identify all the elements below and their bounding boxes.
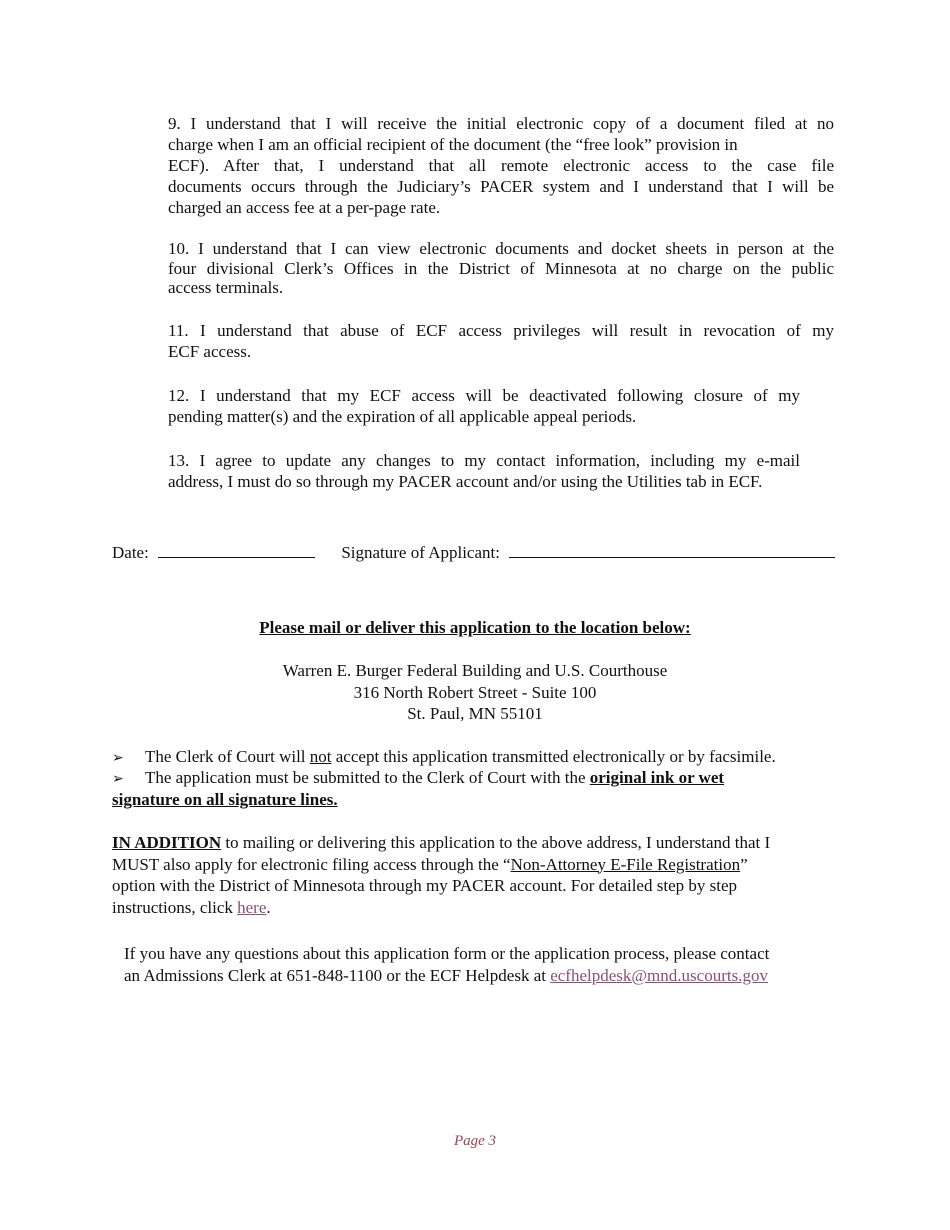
bullet-continuation xyxy=(112,789,338,811)
signature-label: Signature of Applicant: xyxy=(341,543,500,562)
arrow-bullet-icon: ➢ xyxy=(112,771,124,787)
instructions-link[interactable]: here xyxy=(237,897,267,917)
signature-field-line[interactable] xyxy=(509,556,835,558)
item-11 xyxy=(168,320,834,362)
mailing-heading: Please mail or deliver this application to the location below: xyxy=(259,618,691,637)
item-12 xyxy=(168,385,800,427)
arrow-bullet-icon: ➢ xyxy=(112,750,124,766)
page-number: Page 3 xyxy=(453,1133,497,1149)
bullet-item xyxy=(112,746,776,770)
address-line: St. Paul, MN 55101 xyxy=(407,704,543,723)
item-12-line: 12. I understand that my ECF access will be deactivated following closure of my xyxy=(168,386,800,405)
item-12-line: pending matter(s) and the expiration of all applicable appeal periods. xyxy=(168,407,637,426)
item-9-line: charged an access fee at a per-page rate. xyxy=(168,198,441,217)
bullet-text: The application must be submitted to the Clerk of Court with the xyxy=(145,768,590,787)
addition-text: to mailing or delivering this application to the above address, I understand that I xyxy=(221,833,771,852)
addition-text: ” xyxy=(740,854,748,874)
contact-text: an Admissions Clerk at 651-848-1100 or the ECF Helpdesk at xyxy=(124,966,551,985)
addition-text: option with the District of Minnesota through my PACER account. For detailed step by step xyxy=(112,876,737,895)
bullet-item xyxy=(112,767,724,791)
item-10-line: 10. I understand that I can view electronic documents and docket sheets in person at the xyxy=(168,239,834,258)
addition-lead: IN ADDITION xyxy=(112,833,222,852)
date-field-line[interactable] xyxy=(158,556,315,558)
item-9-line: 9. I understand that I will receive the initial electronic copy of a document filed at no xyxy=(168,114,834,133)
helpdesk-email-link[interactable]: ecfhelpdesk@mnd.uscourts.gov xyxy=(550,966,768,985)
item-10 xyxy=(168,239,834,298)
item-13 xyxy=(168,450,800,492)
contact-paragraph xyxy=(124,943,769,987)
bullet-text: The Clerk of Court will xyxy=(145,747,310,766)
registration-option-name: Non-Attorney E-File Registration xyxy=(510,854,741,874)
addition-paragraph xyxy=(112,832,834,918)
bullet-emphasis: signature on all signature lines. xyxy=(112,790,338,809)
bullet-emphasis: original ink or wet xyxy=(589,768,725,787)
item-10-line: access terminals. xyxy=(168,278,284,297)
item-10-line: four divisional Clerk’s Offices in the District of Minnesota at no charge on the public xyxy=(168,258,834,278)
item-9-line: ECF). After that, I understand that all remote electronic access to the case file xyxy=(168,156,834,175)
contact-text: If you have any questions about this application form or the application process, please contact xyxy=(124,944,770,963)
addition-text: MUST also apply for electronic filing access through the “ xyxy=(112,854,511,874)
addition-text: instructions, click xyxy=(112,897,238,917)
address-line: Warren E. Burger Federal Building and U.S. Courthouse xyxy=(282,661,668,680)
item-11-line: 11. I understand that abuse of ECF access privileges will result in revocation of my xyxy=(168,321,834,340)
address-block xyxy=(0,660,950,725)
item-9 xyxy=(168,113,834,218)
item-13-line: address, I must do so through my PACER account and/or using the Utilities tab in ECF. xyxy=(168,472,763,491)
date-label: Date: xyxy=(112,543,149,562)
addition-text: . xyxy=(266,897,271,917)
item-11-line: ECF access. xyxy=(168,342,252,361)
item-9-line: charge when I am an official recipient of the document (the “free look” provision in xyxy=(168,135,738,154)
item-9-line: documents occurs through the Judiciary’s PACER system and I understand that I will be xyxy=(168,177,834,196)
signature-row xyxy=(112,543,835,563)
item-13-line: 13. I agree to update any changes to my contact information, including my e-mail xyxy=(168,451,800,470)
address-line: 316 North Robert Street - Suite 100 xyxy=(353,682,597,702)
bullet-emphasis: not xyxy=(309,747,332,766)
bullet-text: accept this application transmitted electronically or by facsimile. xyxy=(331,747,776,766)
